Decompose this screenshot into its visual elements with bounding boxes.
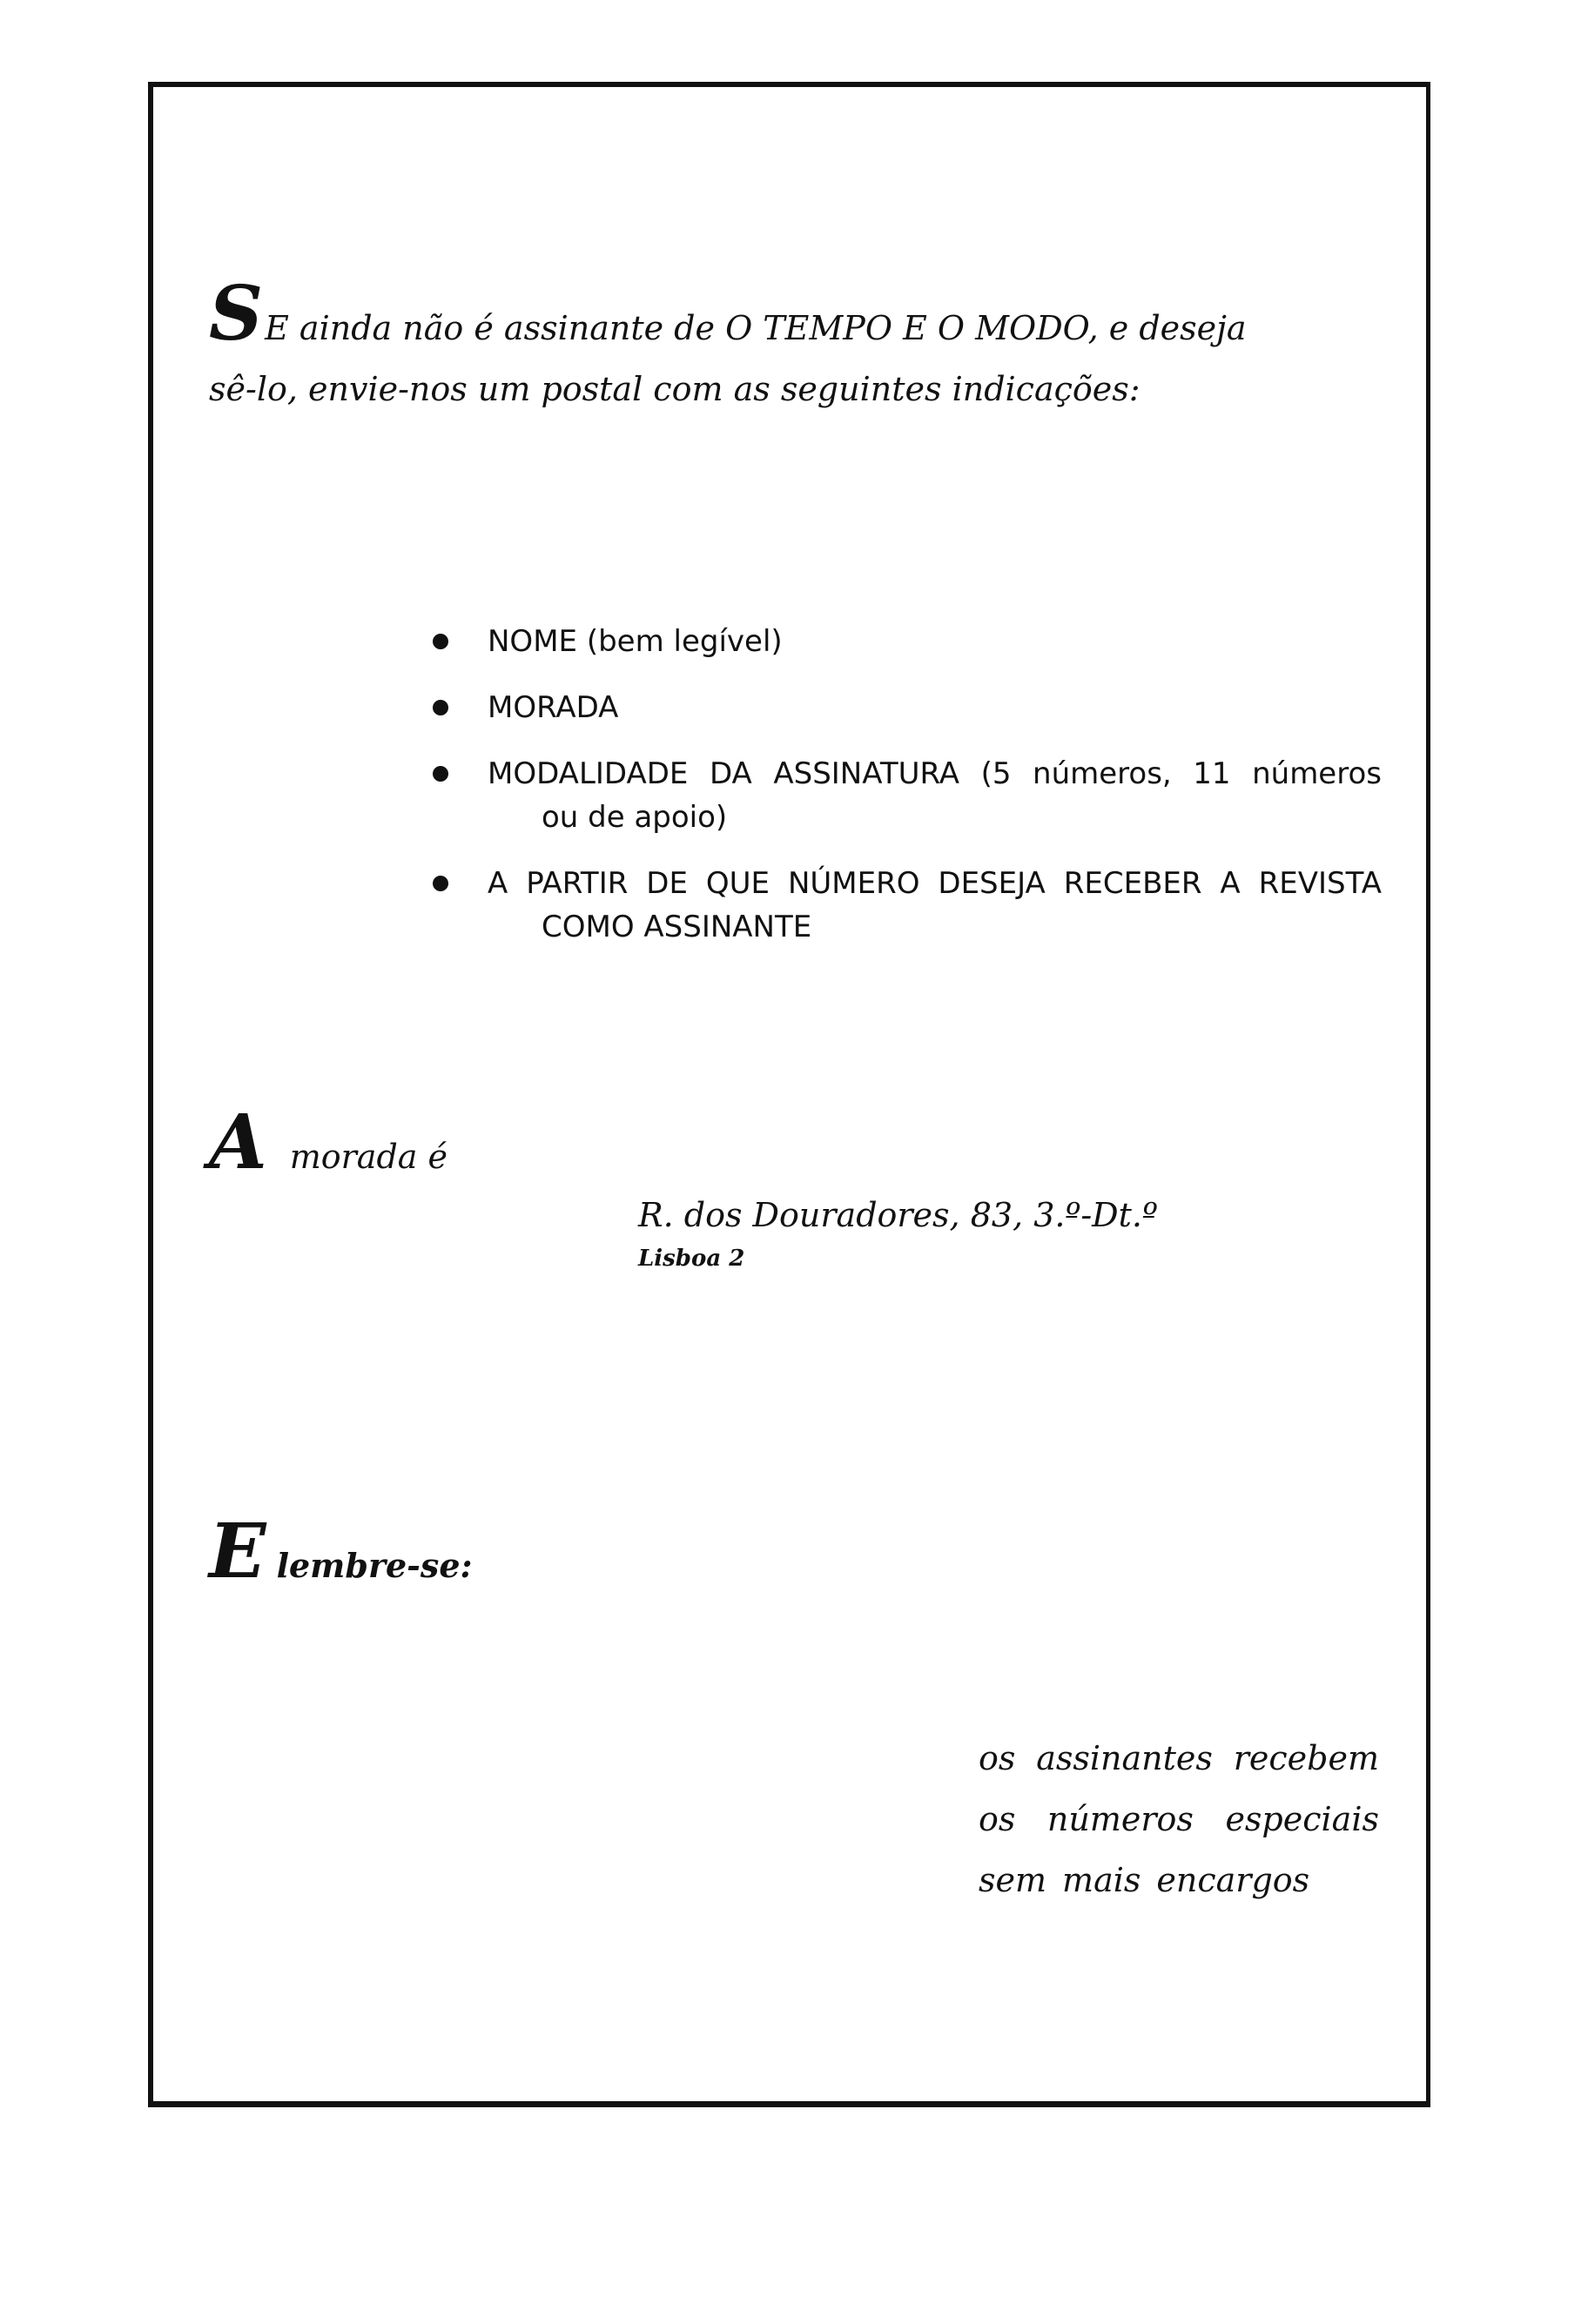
word: DE (646, 866, 688, 901)
intro-line-1 (209, 270, 1376, 359)
dropcap-a: A (209, 1098, 267, 1186)
intro-line-2: sê-lo, envie-nos um postal com as seguintes indicações: (209, 370, 1141, 408)
bullet-text-line-1 (488, 862, 1382, 905)
bullet-list (433, 620, 1382, 971)
word: números, (1033, 756, 1172, 791)
intro-paragraph (209, 270, 1376, 420)
word: A (1220, 866, 1241, 901)
word: ASSINATURA (773, 756, 960, 791)
word: mais (1062, 1861, 1141, 1899)
word: encargos (1156, 1861, 1310, 1899)
address-lead-text: morada é (289, 1138, 448, 1176)
word: os (979, 1800, 1016, 1838)
word: especiais (1225, 1800, 1379, 1838)
list-item (433, 752, 1382, 839)
word: números (1252, 756, 1382, 791)
bullet-icon (433, 634, 448, 649)
bullet-icon (433, 700, 448, 715)
word: A (488, 866, 508, 901)
word: 11 (1193, 756, 1231, 791)
address-street: R. dos Douradores, 83, 3.º-Dt.º (638, 1196, 1158, 1234)
bullet-icon (433, 876, 448, 891)
word: recebem (1233, 1739, 1379, 1777)
dropcap-s: S (209, 270, 264, 358)
address-heading (209, 1098, 448, 1186)
word: REVISTA (1258, 866, 1382, 901)
bullet-text-line-2: ou de apoio) (542, 800, 728, 835)
address-block (638, 1191, 1158, 1278)
note-line-1 (979, 1728, 1379, 1789)
bullet-text-line-2: COMO ASSINANTE (542, 910, 812, 944)
word: NÚMERO (787, 866, 920, 901)
list-item (433, 862, 1382, 949)
word: QUE (705, 866, 770, 901)
list-item (433, 620, 1382, 663)
word: PARTIR (526, 866, 629, 901)
remember-lead-text: lembre-se: (276, 1546, 473, 1585)
intro-line-1-text: E ainda não é assinante de O TEMPO E O MODO, e deseja (265, 309, 1247, 347)
dropcap-e: E (209, 1508, 266, 1595)
word: (5 (980, 756, 1012, 791)
remember-heading (209, 1508, 473, 1595)
note-line-3 (979, 1850, 1379, 1911)
list-item (433, 686, 1382, 729)
word: RECEBER (1063, 866, 1202, 901)
bullet-icon (433, 766, 448, 782)
word: números (1046, 1800, 1194, 1838)
note-line-2 (979, 1789, 1379, 1850)
word: MODALIDADE (488, 756, 689, 791)
word: assinantes (1036, 1739, 1213, 1777)
word: os (979, 1739, 1016, 1777)
bullet-text: MORADA (488, 690, 619, 725)
word: sem (979, 1861, 1047, 1899)
subscriber-note (979, 1728, 1379, 1911)
word: DA (709, 756, 752, 791)
address-city: Lisboa 2 (638, 1246, 745, 1272)
bullet-text: NOME (bem legível) (488, 624, 783, 659)
bullet-text-line-1 (488, 752, 1382, 796)
word: DESEJA (938, 866, 1046, 901)
